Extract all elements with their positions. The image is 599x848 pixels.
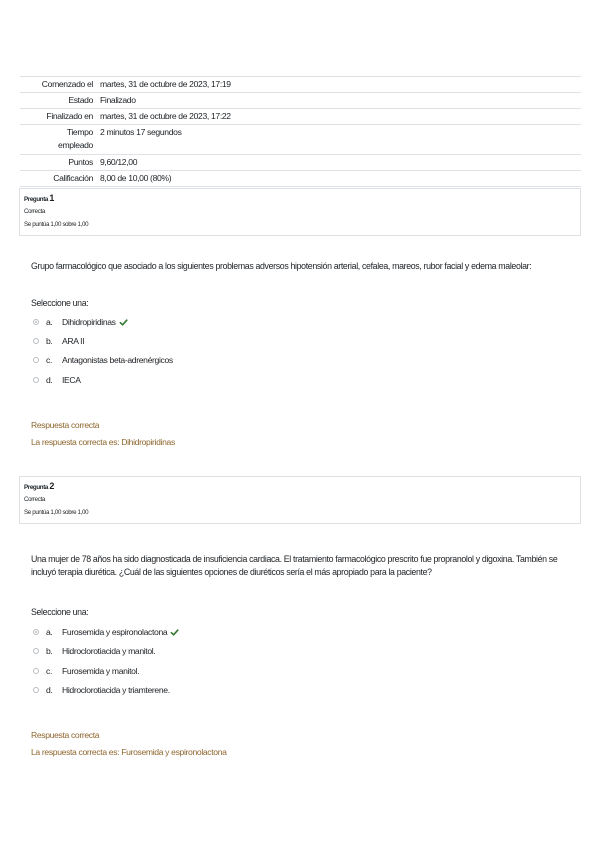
- summary-row-finished: [20, 109, 581, 125]
- question-number: [24, 481, 580, 493]
- question-1-text: Grupo farmacológico que asociado a los siguientes problemas adversos hipotensión arterial, cefalea, mareos, rubor facial y edema maleolar:: [31, 261, 532, 271]
- check-icon: [119, 318, 128, 327]
- question-1-answer-d[interactable]: [33, 373, 81, 387]
- summary-row-time-taken: [20, 125, 581, 155]
- summary-value: martes, 31 de octubre de 2023, 17:19: [100, 79, 231, 89]
- question-2-text: Una mujer de 78 años ha sido diagnosticada de insuficiencia cardiaca. El tratamiento farmacológico prescrito fue propranolol y digoxina. También se incluyó terapia diurética. ¿Cuál de las siguientes opciones de diuréticos sería el más apropiado para la paciente?: [31, 554, 558, 577]
- answer-letter: b.: [46, 336, 53, 346]
- radio-icon[interactable]: [33, 668, 39, 674]
- summary-label: Puntos: [68, 157, 93, 167]
- question-2-feedback-title: Respuesta correcta: [31, 730, 100, 740]
- summary-value: 2 minutos 17 segundos: [100, 127, 182, 137]
- attempt-summary-table: [20, 76, 581, 187]
- question-number-value: 2: [49, 481, 55, 491]
- summary-label-line: Tiempo: [66, 127, 93, 137]
- summary-row-grade: [20, 171, 581, 187]
- question-state: Correcta: [24, 496, 45, 503]
- question-1-feedback-title: Respuesta correcta: [31, 420, 100, 430]
- radio-icon[interactable]: [33, 648, 39, 654]
- radio-icon[interactable]: [33, 319, 39, 325]
- question-2-answer-c[interactable]: [33, 664, 139, 678]
- question-2-answer-b[interactable]: [33, 644, 155, 658]
- radio-icon[interactable]: [33, 377, 39, 383]
- check-icon: [170, 628, 179, 637]
- summary-value: Finalizado: [100, 95, 136, 105]
- summary-label: Comenzado el: [41, 79, 93, 89]
- summary-label: [20, 125, 100, 154]
- answer-text: Hidroclorotiacida y triamterene.: [62, 685, 170, 695]
- summary-row-started: [20, 77, 581, 93]
- question-label: Pregunta: [24, 196, 49, 203]
- answer-text: ARA II: [62, 336, 85, 346]
- answer-text: Furosemida y espironolactona: [62, 627, 168, 637]
- question-1-prompt: Seleccione una:: [31, 298, 89, 308]
- answer-text: Hidroclorotiacida y manitol.: [62, 646, 156, 656]
- summary-label: Estado: [68, 95, 93, 105]
- summary-value: 9,60/12,00: [100, 157, 138, 167]
- question-2-answer-a[interactable]: [33, 625, 179, 639]
- answer-text: Furosemida y manitol.: [62, 666, 140, 676]
- answer-letter: b.: [46, 646, 53, 656]
- summary-label: Finalizado en: [46, 111, 93, 121]
- question-2-prompt: Seleccione una:: [31, 607, 89, 617]
- question-1-info-box: [19, 188, 581, 236]
- question-2-right-answer: La respuesta correcta es: Furosemida y espironolactona: [31, 747, 227, 757]
- answer-text: Dihidropiridinas: [62, 317, 116, 327]
- answer-letter: a.: [46, 627, 53, 637]
- summary-label-line: empleado: [58, 140, 93, 150]
- question-1-answer-a[interactable]: [33, 315, 128, 329]
- summary-row-marks: [20, 155, 581, 171]
- answer-letter: a.: [46, 317, 53, 327]
- answer-letter: c.: [46, 355, 52, 365]
- question-2-answer-d[interactable]: [33, 683, 170, 697]
- radio-icon[interactable]: [33, 338, 39, 344]
- radio-icon[interactable]: [33, 629, 39, 635]
- question-number: [24, 193, 580, 205]
- answer-text: IECA: [62, 375, 81, 385]
- question-1-right-answer: La respuesta correcta es: Dihidropiridinas: [31, 437, 175, 447]
- answer-letter: d.: [46, 685, 53, 695]
- question-1-answer-c[interactable]: [33, 353, 173, 367]
- question-2-info-box: [19, 476, 581, 524]
- radio-icon[interactable]: [33, 687, 39, 693]
- question-state: Correcta: [24, 208, 45, 215]
- question-label: Pregunta: [24, 484, 49, 491]
- question-grade: Se puntúa 1,00 sobre 1,00: [24, 221, 89, 228]
- summary-label: Calificación: [53, 173, 93, 183]
- question-1-answer-b[interactable]: [33, 334, 84, 348]
- question-number-value: 1: [49, 193, 55, 203]
- answer-text: Antagonistas beta-adrenérgicos: [62, 355, 173, 365]
- summary-value: 8,00 de 10,00 (80%): [100, 173, 172, 183]
- summary-value: martes, 31 de octubre de 2023, 17:22: [100, 111, 231, 121]
- answer-letter: d.: [46, 375, 53, 385]
- answer-letter: c.: [46, 666, 52, 676]
- question-grade: Se puntúa 1,00 sobre 1,00: [24, 509, 89, 516]
- summary-row-state: [20, 93, 581, 109]
- radio-icon[interactable]: [33, 357, 39, 363]
